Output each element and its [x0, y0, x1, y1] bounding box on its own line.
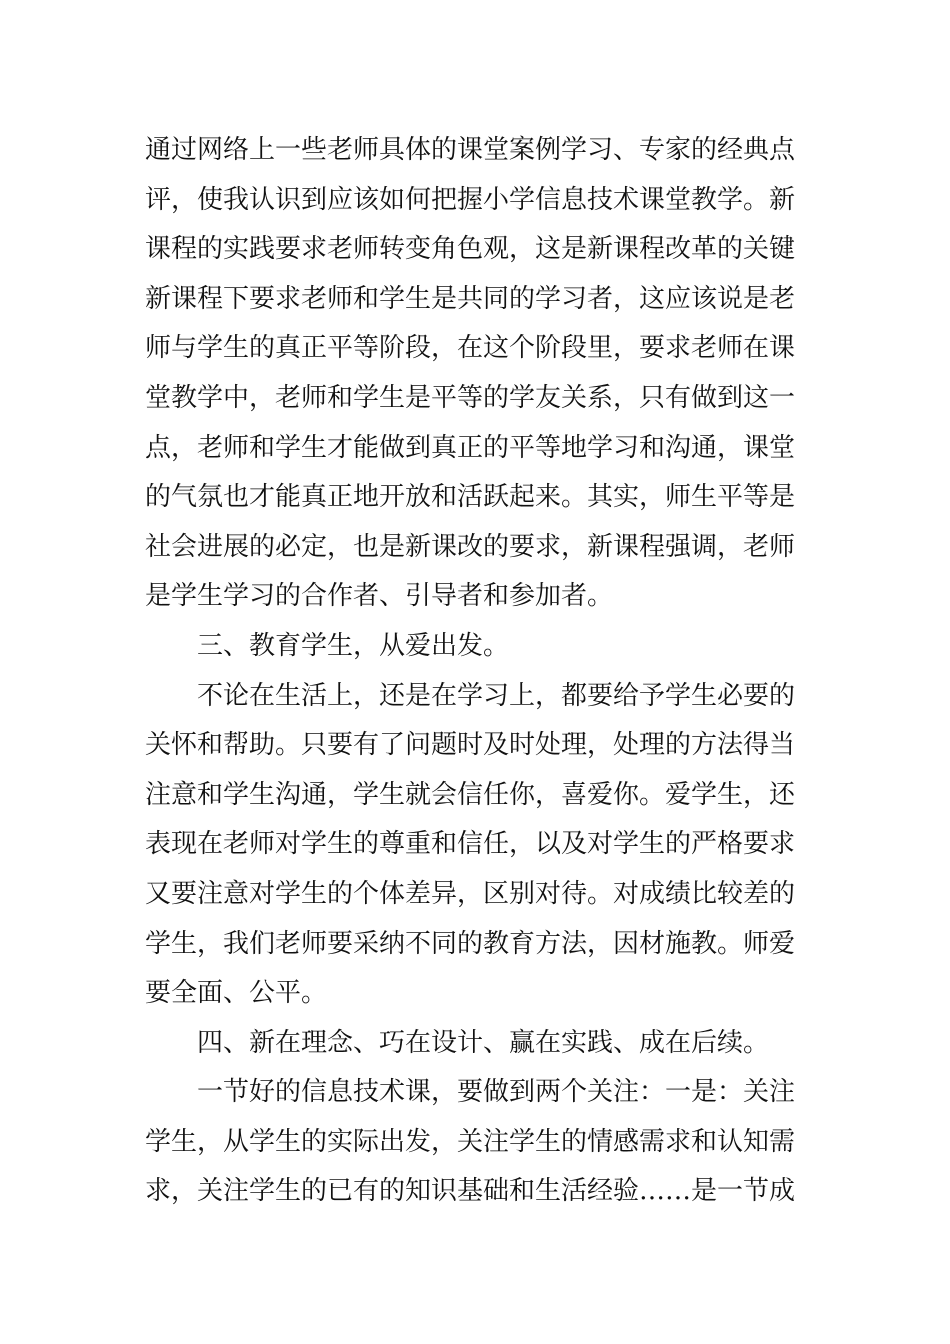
text-line: 一节好的信息技术课，要做到两个关注：一是：关注 [197, 1077, 796, 1108]
text-line: 是学生学习的合作者、引导者和参加者。 [145, 581, 614, 612]
section-heading-4: 四、新在理念、巧在设计、赢在实践、成在后续。 [197, 1027, 770, 1058]
text-line: 关怀和帮助。只要有了问题时及时处理，处理的方法得当 [145, 730, 796, 761]
body-text [145, 126, 810, 1217]
text-line: 注意和学生沟通，学生就会信任你，喜爱你。爱学生，还 [145, 779, 796, 810]
text-line: 不论在生活上，还是在学习上，都要给予学生必要的 [197, 680, 796, 711]
text-line: 通过网络上一些老师具体的课堂案例学习、专家的经典点 [145, 135, 796, 165]
text-line: 要全面、公平。 [145, 978, 328, 1009]
text-line: 课程的实践要求老师转变角色观，这是新课程改革的关键 [145, 234, 796, 265]
section-heading-3: 三、教育学生，从爱出发。 [197, 630, 510, 661]
text-line: 点，老师和学生才能做到真正的平等地学习和沟通，课堂 [145, 432, 796, 463]
text-line: 学生，从学生的实际出发，关注学生的情感需求和认知需 [145, 1126, 796, 1157]
text-line: 新课程下要求老师和学生是共同的学习者，这应该说是老 [145, 283, 796, 314]
text-line: 堂教学中，老师和学生是平等的学友关系，只有做到这一 [145, 382, 796, 413]
text-line: 评，使我认识到应该如何把握小学信息技术课堂教学。新 [145, 184, 796, 215]
text-line: 学生，我们老师要采纳不同的教育方法，因材施教。师爱 [145, 928, 796, 959]
text-line: 师与学生的真正平等阶段，在这个阶段里，要求老师在课 [145, 333, 796, 364]
text-line: 社会进展的必定，也是新课改的要求，新课程强调，老师 [145, 531, 796, 562]
text-line: 又要注意对学生的个体差异，区别对待。对成绩比较差的 [145, 878, 796, 909]
text-line: 表现在老师对学生的尊重和信任，以及对学生的严格要求 [145, 829, 796, 860]
text-line: 的气氛也才能真正地开放和活跃起来。其实，师生平等是 [145, 482, 796, 513]
text-line: 求，关注学生的已有的知识基础和生活经验……是一节成 [145, 1176, 796, 1207]
